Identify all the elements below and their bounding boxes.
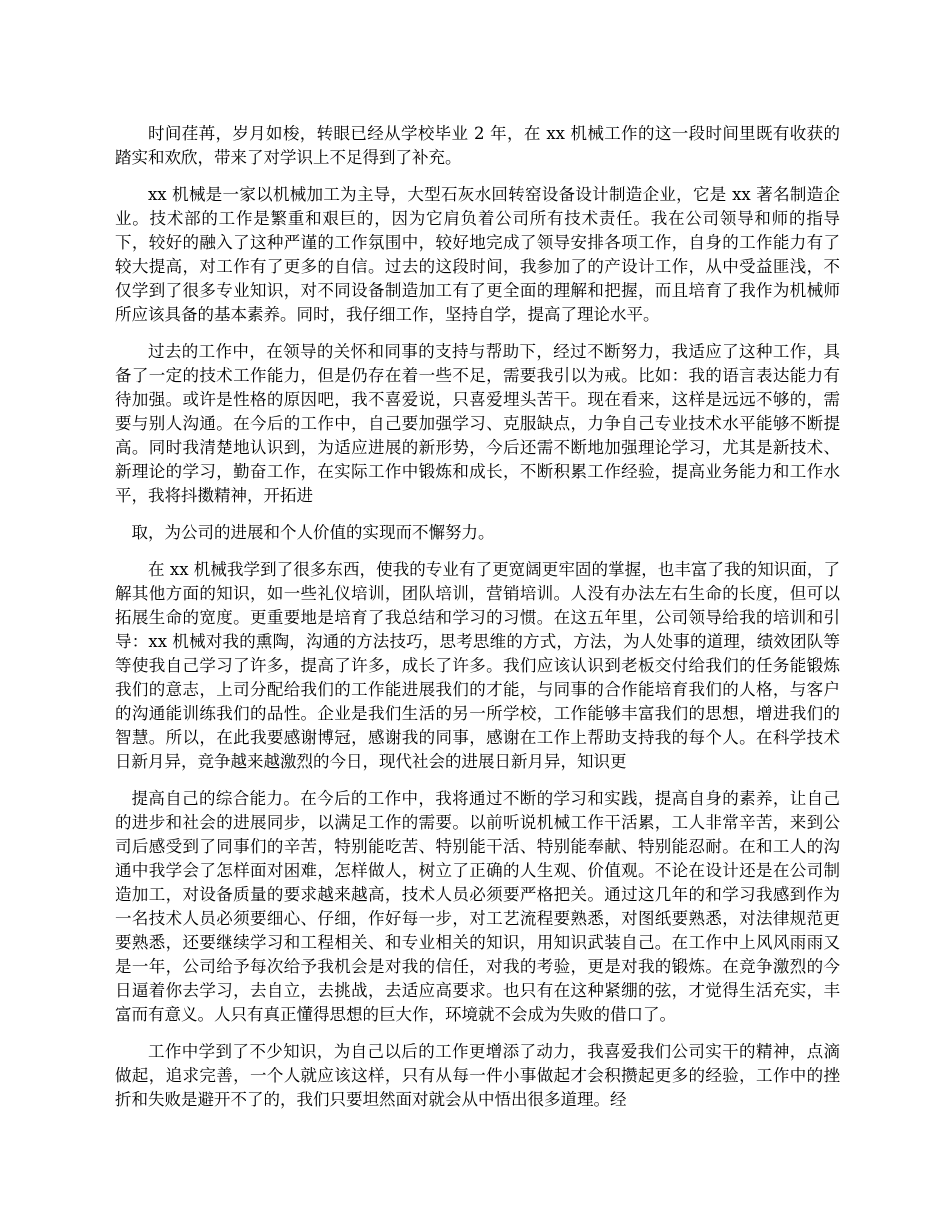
paragraph: 时间荏苒，岁月如梭，转眼已经从学校毕业 2 年，在 xx 机械工作的这一段时间里既有收获的踏实和欢欣，带来了对学识上不足得到了补充。 <box>115 124 840 167</box>
paragraph: 提高自己的综合能力。在今后的工作中，我将通过不断的学习和实践，提高自身的素养，让自己的进步和社会的进展同步，以满足工作的需要。以前听说机械工作干活累，工人非常辛苦，来到公司后感受到了同事们的辛苦，特别能吃苦、特别能干活、特别能奉献、特别能忍耐。在和工人的沟通中我学会了怎样面对困难，怎样做人，树立了正确的人生观、价值观。不论在设计还是在公司制造加工，对设备质量的要求越来越高，技术人员必须要严格把关。通过这几年的和学习我感到作为一名技术人员必须要细心、仔细，作好每一步，对工艺流程要熟悉，对图纸要熟悉，对法律规范更要熟悉，还要继续学习和工程相关、和专业相关的知识，用知识武装自己。在工作中上风风雨雨又是一年，公司给予每次给予我机会是对我的信任，对我的考验，更是对我的锻炼。在竞争激烈的今日逼着你去学习，去自立，去挑战，去适应高要求。也只有在这种紧绷的弦，才觉得生活充实，丰富而有意义。人只有真正懂得思想的巨大作，环境就不会成为失败的借口了。 <box>115 789 840 1024</box>
paragraph: xx 机械是一家以机械加工为主导，大型石灰水回转窑设备设计制造企业，它是 xx 著名制造企业。技术部的工作是繁重和艰巨的，因为它肩负着公司所有技术责任。我在公司领导和师的指导下，较好的融入了这种严谨的工作氛围中，较好地完成了领导安排各项工作，自身的工作能力有了较大提高，对工作有了更多的自信。过去的这段时间，我参加了的产设计工作，从中受益匪浅，不仅学到了很多专业知识，对不同设备制造加工有了更全面的理解和把握，而且培育了我作为机械师所应该具备的基本素养。同时，我仔细工作，坚持自学，提高了理论水平。 <box>115 185 840 324</box>
document-body <box>115 122 840 1125</box>
paragraph: 过去的工作中，在领导的关怀和同事的支持与帮助下，经过不断努力，我适应了这种工作，具备了一定的技术工作能力，但是仍存在着一些不足，需要我引以为戒。比如：我的语言表达能力有待加强。或许是性格的原因吧，我不喜爱说，只喜爱埋头苦干。现在看来，这样是远远不够的，需要与别人沟通。在今后的工作中，自己要加强学习、克服缺点，力争自己专业技术水平能够不断提高。同时我清楚地认识到，为适应进展的新形势，今后还需不断地加强理论学习，尤其是新技术、新理论的学习，勤奋工作，在实际工作中锻炼和成长，不断积累工作经验，提高业务能力和工作水平，我将抖擞精神，开拓进 <box>115 342 840 505</box>
paragraph: 在 xx 机械我学到了很多东西，使我的专业有了更宽阔更牢固的掌握，也丰富了我的知识面，了解其他方面的知识，如一些礼仪培训，团队培训，营销培训。人没有办法左右生命的长度，但可以拓展生命的宽度。更重要地是培育了我总结和学习的习惯。在这五年里，公司领导给我的培训和引导：xx 机械对我的熏陶，沟通的方法技巧，思考思维的方式，方法，为人处事的道理，绩效团队等等使我自己学习了许多，提高了许多，成长了许多。我们应该认识到老板交付给我们的任务能锻炼我们的意志，上司分配给我们的工作能进展我们的才能，与同事的合作能培育我们的人格，与客户的沟通能训练我们的品性。企业是我们生活的另一所学校，工作能够丰富我们的思想，增进我们的智慧。所以，在此我要感谢博冠，感谢我的同事，感谢在工作上帮助支持我的每个人。在科学技术日新月异，竞争越来越激烈的今日，现代社会的进展日新月异，知识更 <box>115 560 840 771</box>
paragraph: 取，为公司的进展和个人价值的实现而不懈努力。 <box>131 523 495 542</box>
paragraph: 工作中学到了不少知识，为自己以后的工作更增添了动力，我喜爱我们公司实干的精神，点滴做起，追求完善，一个人就应该这样，只有从每一件小事做起才会积攒起更多的经验，工作中的挫折和失败是避开不了的，我们只要坦然面对就会从中悟出很多道理。经 <box>115 1042 840 1109</box>
